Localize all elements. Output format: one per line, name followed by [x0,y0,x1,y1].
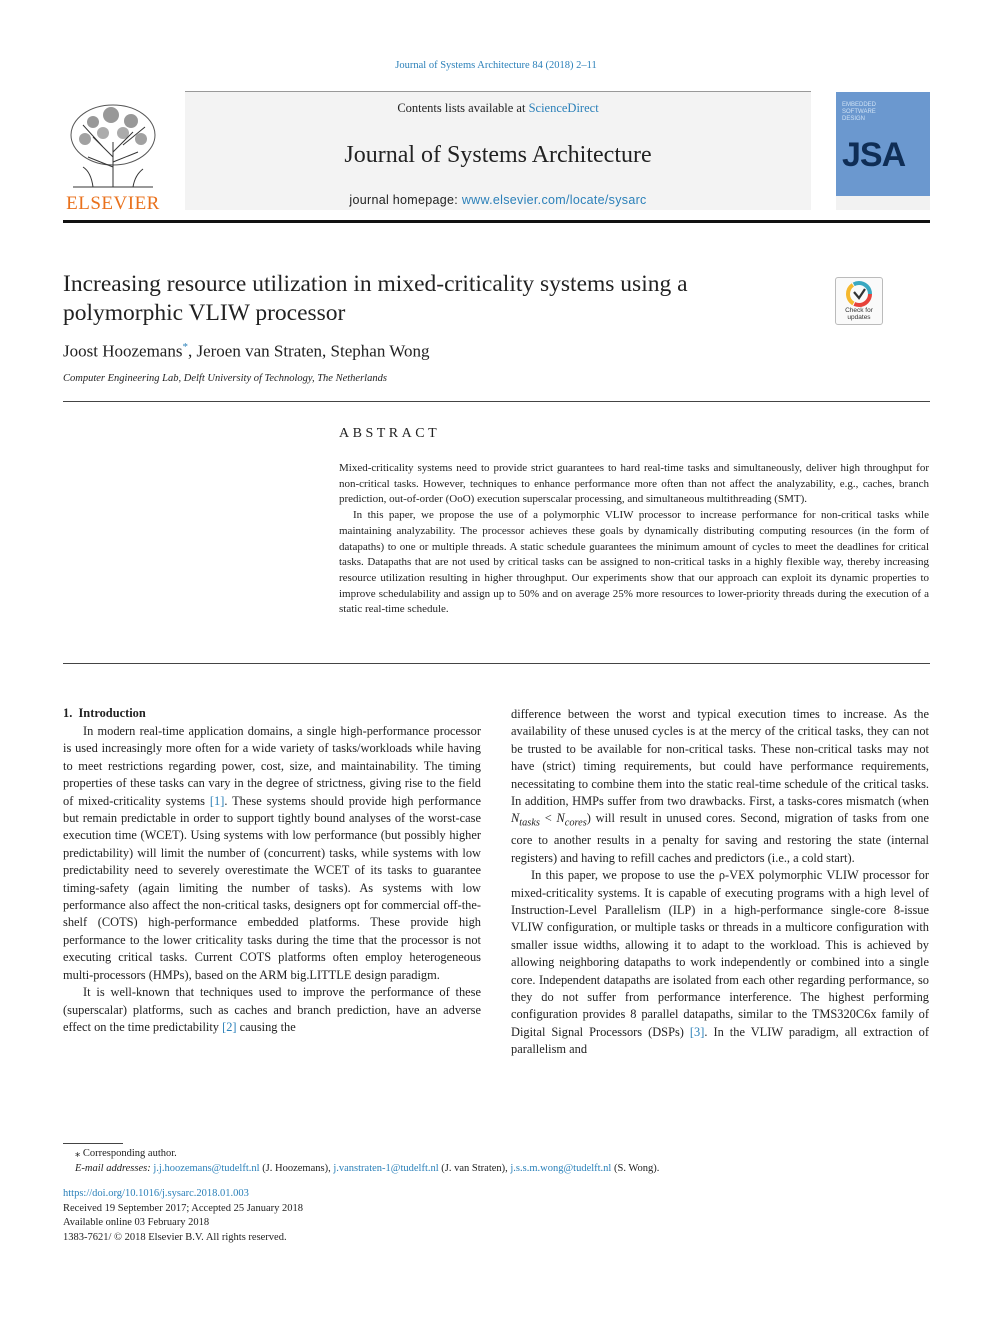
author-name[interactable]: Stephan Wong [330,341,430,361]
math-operator: < [539,811,557,826]
elsevier-wordmark: ELSEVIER [66,193,160,214]
math-n-tasks [511,811,540,829]
contents-line [185,101,811,116]
footnote-divider [63,1143,123,1144]
section-heading-introduction: 1. Introduction [63,706,146,720]
doi-link[interactable]: https://doi.org/10.1016/j.sysarc.2018.01.003 [63,1188,249,1199]
email-link[interactable]: j.j.hoozemans@tudelft.nl [153,1163,260,1174]
body-column-right [511,706,929,1059]
journal-cover-thumbnail[interactable] [836,92,930,210]
author-list [63,341,429,362]
corresponding-author-note: ⁎ Corresponding author. [75,1148,177,1159]
math-symbol: N [556,811,565,826]
abstract-paragraph: Mixed-criticality systems need to provide strict guarantees to hard real-time tasks and simultaneously, deliver high throughput for non-critical tasks. However, techniques to enhance performance more often than not affect the analyzability, e.g., caches, branch prediction, out-of-order (OoO) execution superscalar processing, and simultaneous multithreading (SMT). [339,462,929,506]
cover-title: JSA [842,136,906,174]
cover-subtitle: EMBEDDED SOFTWARE DESIGN [842,102,877,122]
math-symbol: N [511,811,520,826]
author-affiliation: Computer Engineering Lab, Delft University of Technology, The Netherlands [63,373,387,384]
copyright-line: 1383-7621/ © 2018 Elsevier B.V. All rights reserved. [63,1231,287,1243]
abstract-text [339,461,929,618]
citation-link[interactable]: [3] [689,1024,705,1039]
body-paragraph [63,984,481,1036]
email-link[interactable]: j.vanstraten-1@tudelft.nl [333,1163,439,1174]
abstract-top-divider [63,401,930,402]
email-owner: (J. Hoozemans), [259,1163,334,1174]
body-text: In modern real-time application domains, a single high-performance processor is used increasingly more often for a wide variety of tasks/workloads while having to meet restrictions regarding power, cost, size, and maintainability. The timing properties of these tasks can vary in the degree of strictness, giving rise to the field of mixed-criticality systems [63,724,481,808]
received-dates: Received 19 September 2017; Accepted 25 January 2018 [63,1202,303,1214]
email-owner: (S. Wong). [611,1163,660,1174]
body-paragraph [511,706,929,867]
journal-title: Journal of Systems Architecture [344,142,652,168]
citation-link[interactable]: [2] [222,1019,237,1034]
body-text: . These systems should provide high performance but remain predictable in order to support tightly bound analyses of the worst-case execution time (WCET). Using systems with low performance (but possibly higher predictability) will limit the number of (concurrent) tasks, while systems with low predictability need to severely overestimate the WCET of its tasks to guarantee timing-safety (again limiting the number of tasks). As systems with low performance also affect the non-critical tasks, designers opt for commercial off-the-shelf (COTS) high-performance embedded platforms. These provide high performance to the lower criticality tasks during the time that the processor is not executing critical tasks. Current COTS platforms often employ heterogeneous multi-processors (HMPs), based on the ARM big.LITTLE design paradigm. [63,793,482,982]
journal-reference[interactable]: Journal of Systems Architecture 84 (2018) 2–11 [395,60,597,71]
homepage-label: journal homepage: [349,193,462,207]
header-top-divider [185,91,811,92]
author-separator: , [322,341,331,361]
cover-footer-strip [836,196,930,210]
check-for-updates-badge[interactable] [835,277,883,325]
body-column-left [63,723,481,1036]
body-text: In this paper, we propose to use the ρ-VEX polymorphic VLIW processor for mixed-criticality systems. It is capable of executing programs with a high level of Instruction-Level Parallelism (ILP) in a high-performance single-core 8-issue VLIW configuration, or multiple tasks or threads in a multicore configuration with smaller issue widths, allowing it to adapt to the workload. This is achieved by allowing neighboring datapaths to work independently or combined into a single core. Independent datapaths are isolated from each other regarding performance, so they do not suffer from performance interference. The highest performing configuration provides 8 parallel datapaths, similar to the TMS320C6x family of Digital Signal Processors (DSPs) [511,868,929,1039]
homepage-link[interactable]: www.elsevier.com/locate/sysarc [461,193,647,207]
body-text: It is well-known that techniques used to improve the performance of these (superscalar) platforms, such as caches and branch prediction, have an adverse effect on the time predictability [63,985,481,1034]
author-separator: , [187,341,197,361]
author-name[interactable]: Joost Hoozemans [63,341,183,361]
abstract-heading: ABSTRACT [339,426,441,441]
header-divider [63,220,930,223]
journal-homepage [185,193,811,207]
math-subscript: cores [564,817,587,829]
contents-prefix: Contents lists available at [397,101,529,115]
abstract-paragraph: In this paper, we propose the use of a polymorphic VLIW processor to increase performance for non-critical tasks while maintaining analyzability. The processor achieves these goals by dynamically distributing computing resources (in the form of datapaths) to one or multiple threads. A static schedule guarantees the minimum amount of cycles to meet the deadlines for critical tasks. Datapaths that are not used by critical tasks can be assigned to non-critical tasks in a highly flexible way, thereby increasing resource utilization resulting in higher throughput. Our experiments show that our approach can exploit its dynamic properties to improve schedulability and assign up to 50% and on average 25% more resources to lower-priority threads during the execution of a static real-time schedule. [339,509,929,616]
body-text: causing the [236,1019,296,1034]
abstract-bottom-divider [63,663,930,664]
check-updates-icon [846,281,872,307]
check-updates-label: Check for updates [845,307,873,321]
author-name[interactable]: Jeroen van Straten [196,341,323,361]
email-owner: (J. van Straten), [438,1163,511,1174]
body-paragraph [511,867,929,1058]
body-text: difference between the worst and typical execution times to increase. As the availability of these unused cycles is at the mercy of the critical tasks, they can not be trusted to be available for non-critical tasks. These non-critical tasks may not have (strict) timing requirements, but could have performance requirements, necessitating to combine them into the static real-time schedule of the critical tasks. In addition, HMPs suffer from two drawbacks. First, a tasks-cores mismatch (when [511,707,929,809]
email-label: E-mail addresses: [75,1163,154,1174]
paper-title: Increasing resource utilization in mixed-criticality systems using a polymorphic VLIW processor [63,271,688,326]
email-link[interactable]: j.s.s.m.wong@tudelft.nl [510,1163,612,1174]
online-date: Available online 03 February 2018 [63,1217,210,1228]
sciencedirect-link[interactable]: ScienceDirect [528,101,599,115]
math-subscript: tasks [519,817,540,829]
math-n-cores [556,811,587,829]
email-addresses [63,1161,930,1176]
body-paragraph [63,723,481,984]
footnotes [63,1146,930,1176]
corresponding-author-mark[interactable]: * [182,341,188,353]
article-metadata [63,1187,303,1245]
body-text: ) will result in unused cores. Second, migration of tasks from one core to another results in a penalty for saving and restoring the state (internal registers) and having to refill caches and predictors (i.e., a cold start). [511,811,929,865]
citation-link[interactable]: [1] [209,793,225,808]
body-text: . In the VLIW paradigm, all extraction of parallelism and [511,1024,930,1057]
